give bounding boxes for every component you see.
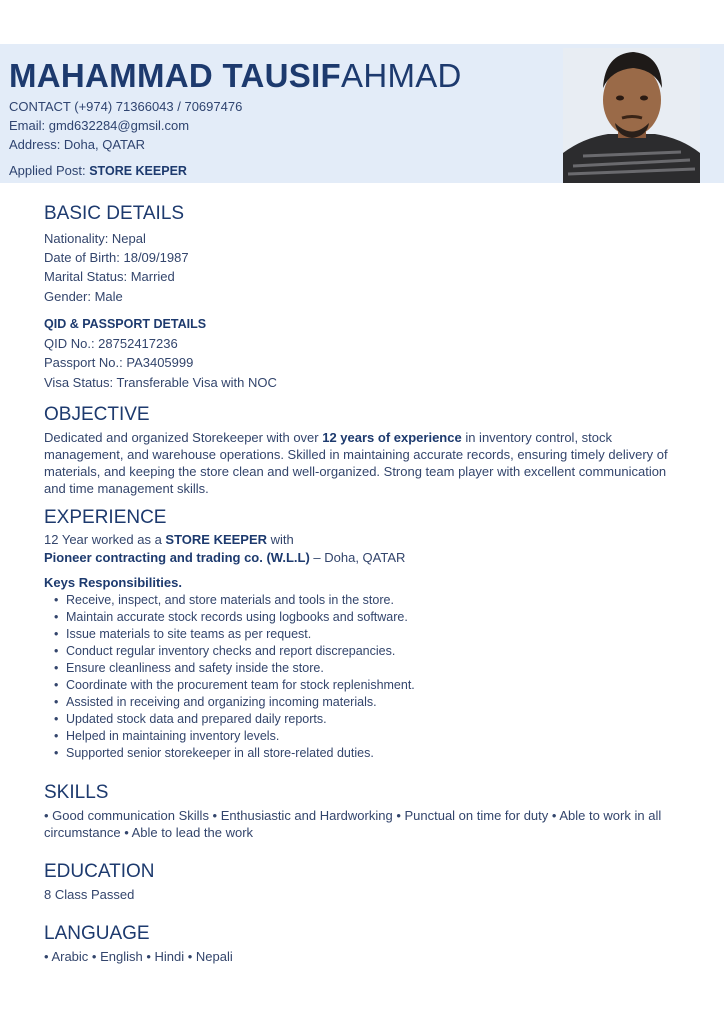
responsibility-item: • Coordinate with the procurement team for stock replenishment. xyxy=(54,678,415,692)
skills-text: • Good communication Skills • Enthusiastic and Hardworking • Punctual on time for duty • Able to work in all circumstance • Able to lead the work xyxy=(44,808,662,840)
contact-line: CONTACT (+974) 71366043 / 70697476 xyxy=(9,99,243,114)
exp-line-pre: 12 Year worked as a xyxy=(44,532,166,547)
candidate-name xyxy=(9,56,462,96)
name-first: MAHAMMAD TAUSIF xyxy=(9,57,342,94)
experience-role-line xyxy=(44,532,294,547)
responsibility-item: • Updated stock data and prepared daily reports. xyxy=(54,712,327,726)
language-text: • Arabic • English • Hindi • Nepali xyxy=(44,949,233,964)
marital-status: Marital Status: Married xyxy=(44,269,175,284)
profile-photo xyxy=(563,48,700,183)
objective-pre: Dedicated and organized Storekeeper with over xyxy=(44,430,323,445)
responsibility-item: • Assisted in receiving and organizing incoming materials. xyxy=(54,695,377,709)
exp-line-role: STORE KEEPER xyxy=(165,532,268,547)
education-text: 8 Class Passed xyxy=(44,887,135,902)
applied-post-value: STORE KEEPER xyxy=(89,164,187,178)
section-skills: SKILLS xyxy=(44,782,109,803)
email-line: Email: gmd632284@gmsil.com xyxy=(9,118,190,133)
exp-line-post: with xyxy=(267,532,294,547)
responsibility-item: • Supported senior storekeeper in all store-related duties. xyxy=(54,746,374,760)
responsibility-item: • Receive, inspect, and store materials and tools in the store. xyxy=(54,593,394,607)
date-of-birth: Date of Birth: 18/09/1987 xyxy=(44,250,189,265)
objective-post: in inventory control, stock management, and warehouse operations. Skilled in maintaining accurate records, ensuring timely delivery of materials, and keeping the store clean and well-organized. Strong team player with excellent communication and time management skills. xyxy=(44,430,668,496)
qid-number: QID No.: 28752417236 xyxy=(44,336,178,351)
section-experience: EXPERIENCE xyxy=(44,507,167,528)
section-language: LANGUAGE xyxy=(44,923,150,944)
objective-bold: 12 years of experience xyxy=(322,430,462,445)
responsibilities-heading: Keys Responsibilities. xyxy=(44,575,182,590)
section-objective: OBJECTIVE xyxy=(44,404,150,425)
visa-status: Visa Status: Transferable Visa with NOC xyxy=(44,375,277,390)
responsibility-item: • Maintain accurate stock records using logbooks and software. xyxy=(54,610,408,624)
passport-number: Passport No.: PA3405999 xyxy=(44,355,194,370)
company-location: – Doha, QATAR xyxy=(309,550,406,565)
responsibility-item: • Issue materials to site teams as per request. xyxy=(54,627,312,641)
responsibility-item: • Conduct regular inventory checks and report discrepancies. xyxy=(54,644,396,658)
applied-post-line xyxy=(9,163,187,178)
nationality: Nationality: Nepal xyxy=(44,231,146,246)
experience-company-line xyxy=(44,550,405,565)
company-name: Pioneer contracting and trading co. (W.L.L) xyxy=(44,550,310,565)
responsibility-item: • Ensure cleanliness and safety inside the store. xyxy=(54,661,324,675)
section-basic-details: BASIC DETAILS xyxy=(44,203,185,224)
address-line: Address: Doha, QATAR xyxy=(9,137,146,152)
qid-passport-heading: QID & PASSPORT DETAILS xyxy=(44,317,207,331)
responsibility-item: • Helped in maintaining inventory levels. xyxy=(54,729,280,743)
applied-post-label: Applied Post: xyxy=(9,163,90,178)
name-last: AHMAD xyxy=(341,57,462,94)
section-education: EDUCATION xyxy=(44,861,155,882)
gender: Gender: Male xyxy=(44,289,123,304)
objective-text xyxy=(44,429,684,497)
